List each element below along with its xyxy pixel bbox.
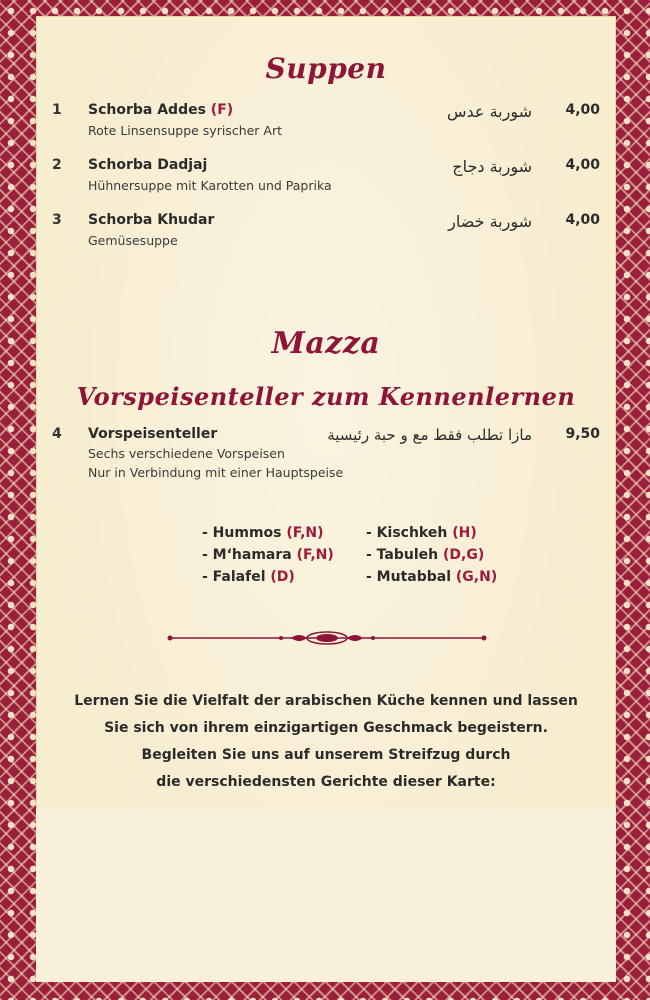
item-description: Hühnersuppe mit Karotten und Paprika — [88, 178, 332, 193]
item-description: Gemüsesuppe — [88, 233, 178, 248]
mazza-column-right — [366, 522, 497, 588]
section-title-mazza: Mazza — [271, 326, 381, 361]
list-item: - Mutabbal (G,N) — [366, 569, 498, 585]
allergen-code: (H) — [452, 525, 477, 541]
list-item: - Tabuleh (D,G) — [366, 547, 485, 563]
item-price: 4,00 — [565, 157, 600, 173]
menu-item — [36, 157, 616, 207]
list-item: - Kischkeh (H) — [366, 525, 477, 541]
item-price: 9,50 — [565, 426, 600, 442]
allergen-code: (D) — [270, 569, 295, 585]
item-note: Nur in Verbindung mit einer Hauptspeise — [88, 465, 344, 480]
section-subtitle-mazza: Vorspeisenteller zum Kennenlernen — [76, 382, 576, 411]
item-description: Rote Linsensuppe syrischer Art — [88, 123, 283, 138]
menu-item — [36, 102, 616, 152]
item-number: 4 — [52, 426, 62, 442]
item-arabic-name: شوربة عدس — [447, 102, 532, 121]
section-title-suppen: Suppen — [265, 52, 387, 85]
item-number: 3 — [52, 212, 62, 228]
item-arabic-name: مازا تطلب فقط مع و حبة رئيسية — [327, 426, 532, 444]
item-arabic-name: شوربة خضار — [448, 212, 532, 231]
item-price: 4,00 — [565, 212, 600, 228]
item-number: 2 — [52, 157, 62, 173]
item-name: Schorba Addes (F) — [88, 102, 234, 118]
allergen-code: (F,N) — [286, 525, 324, 541]
intro-line: die verschiedensten Gerichte dieser Karte: — [156, 774, 496, 790]
list-item: - Falafel (D) — [202, 569, 295, 585]
list-item: - M‘hamara (F,N) — [202, 547, 334, 563]
blank-area — [36, 808, 616, 982]
intro-line: Begleiten Sie uns auf unserem Streifzug durch — [141, 747, 511, 763]
intro-line: Lernen Sie die Vielfalt der arabischen Küche kennen und lassen — [74, 693, 578, 709]
item-description: Sechs verschiedene Vorspeisen — [88, 446, 285, 461]
allergen-code: (F) — [210, 102, 234, 118]
allergen-code: (D,G) — [443, 547, 485, 563]
item-price: 4,00 — [565, 102, 600, 118]
intro-line: Sie sich von ihrem einzigartigen Geschmack begeistern. — [104, 720, 548, 736]
allergen-code: (F,N) — [296, 547, 334, 563]
allergen-code: (G,N) — [455, 569, 498, 585]
item-arabic-name: شوربة دجاج — [452, 157, 532, 176]
menu-item-platter — [36, 426, 616, 496]
mazza-column-left — [202, 522, 334, 588]
menu-item — [36, 212, 616, 262]
item-name: Schorba Dadjaj — [88, 157, 208, 173]
intro-text — [36, 688, 616, 796]
list-item: - Hummos (F,N) — [202, 525, 324, 541]
item-name: Vorspeisenteller — [88, 426, 218, 442]
ornament-divider — [166, 630, 488, 646]
item-name: Schorba Khudar — [88, 212, 215, 228]
item-number: 1 — [52, 102, 62, 118]
